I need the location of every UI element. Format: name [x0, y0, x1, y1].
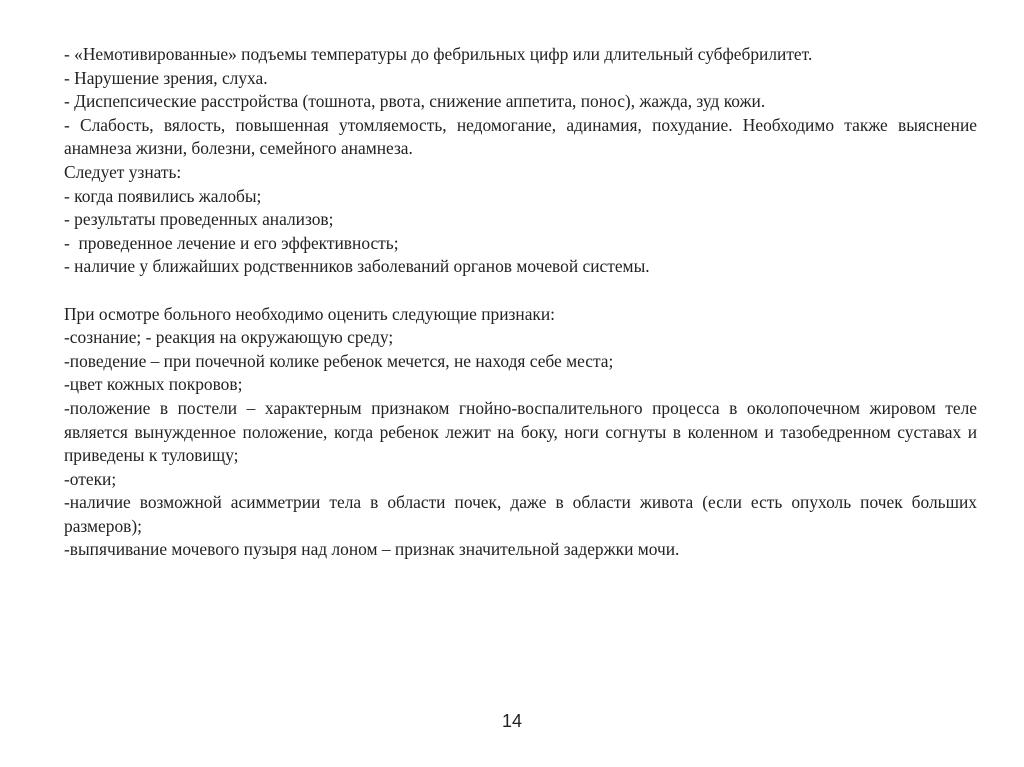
- complaint-paragraph: - Диспепсические расстройства (тошнота, рвота, снижение аппетита, понос), жажда, зуд кожи.: [64, 91, 766, 112]
- anamnesis-heading: Следует узнать:: [64, 161, 182, 182]
- examination-heading: При осмотре больного необходимо оценить следующие признаки:: [64, 303, 555, 324]
- anamnesis-item: - результаты проведенных анализов;: [64, 209, 334, 230]
- examination-item: -выпячивание мочевого пузыря над лоном – признак значительной задержки мочи.: [64, 539, 680, 560]
- anamnesis-item: - наличие у ближайших родственников заболеваний органов мочевой системы.: [64, 256, 650, 277]
- examination-item: -отеки;: [64, 468, 117, 489]
- examination-item: -положение в постели – характерным признаком гнойно-воспалительного процесса в околопочечном жировом теле является вынужденное положение, когда ребенок лежит на боку, ноги согнуты в коленном и тазобедренном суставах и приведены к туловищу;: [64, 397, 977, 466]
- body-text: [64, 43, 977, 562]
- examination-item: -наличие возможной асимметрии тела в области почек, даже в области живота (если есть опухоль почек больших размеров);: [64, 492, 977, 536]
- page-number: 14: [501, 711, 523, 731]
- examination-item: -поведение – при почечной колике ребенок мечется, не находя себе места;: [64, 350, 614, 371]
- examination-item: -цвет кожных покровов;: [64, 374, 243, 395]
- examination-item: -сознание; - реакция на окружающую среду;: [64, 327, 394, 348]
- paragraph-spacer: [64, 279, 977, 303]
- complaint-paragraph: - «Немотивированные» подъемы температуры до фебрильных цифр или длительный субфебрилитет.: [64, 44, 813, 64]
- complaint-paragraph: - Нарушение зрения, слуха.: [64, 67, 268, 88]
- anamnesis-item: - проведенное лечение и его эффективность;: [64, 232, 399, 253]
- anamnesis-item: - когда появились жалобы;: [64, 185, 262, 206]
- complaint-paragraph: - Слабость, вялость, повышенная утомляемость, недомогание, адинамия, похудание. Необходимо также выяснение анамнеза жизни, болезни, семейного анамнеза.: [64, 114, 977, 159]
